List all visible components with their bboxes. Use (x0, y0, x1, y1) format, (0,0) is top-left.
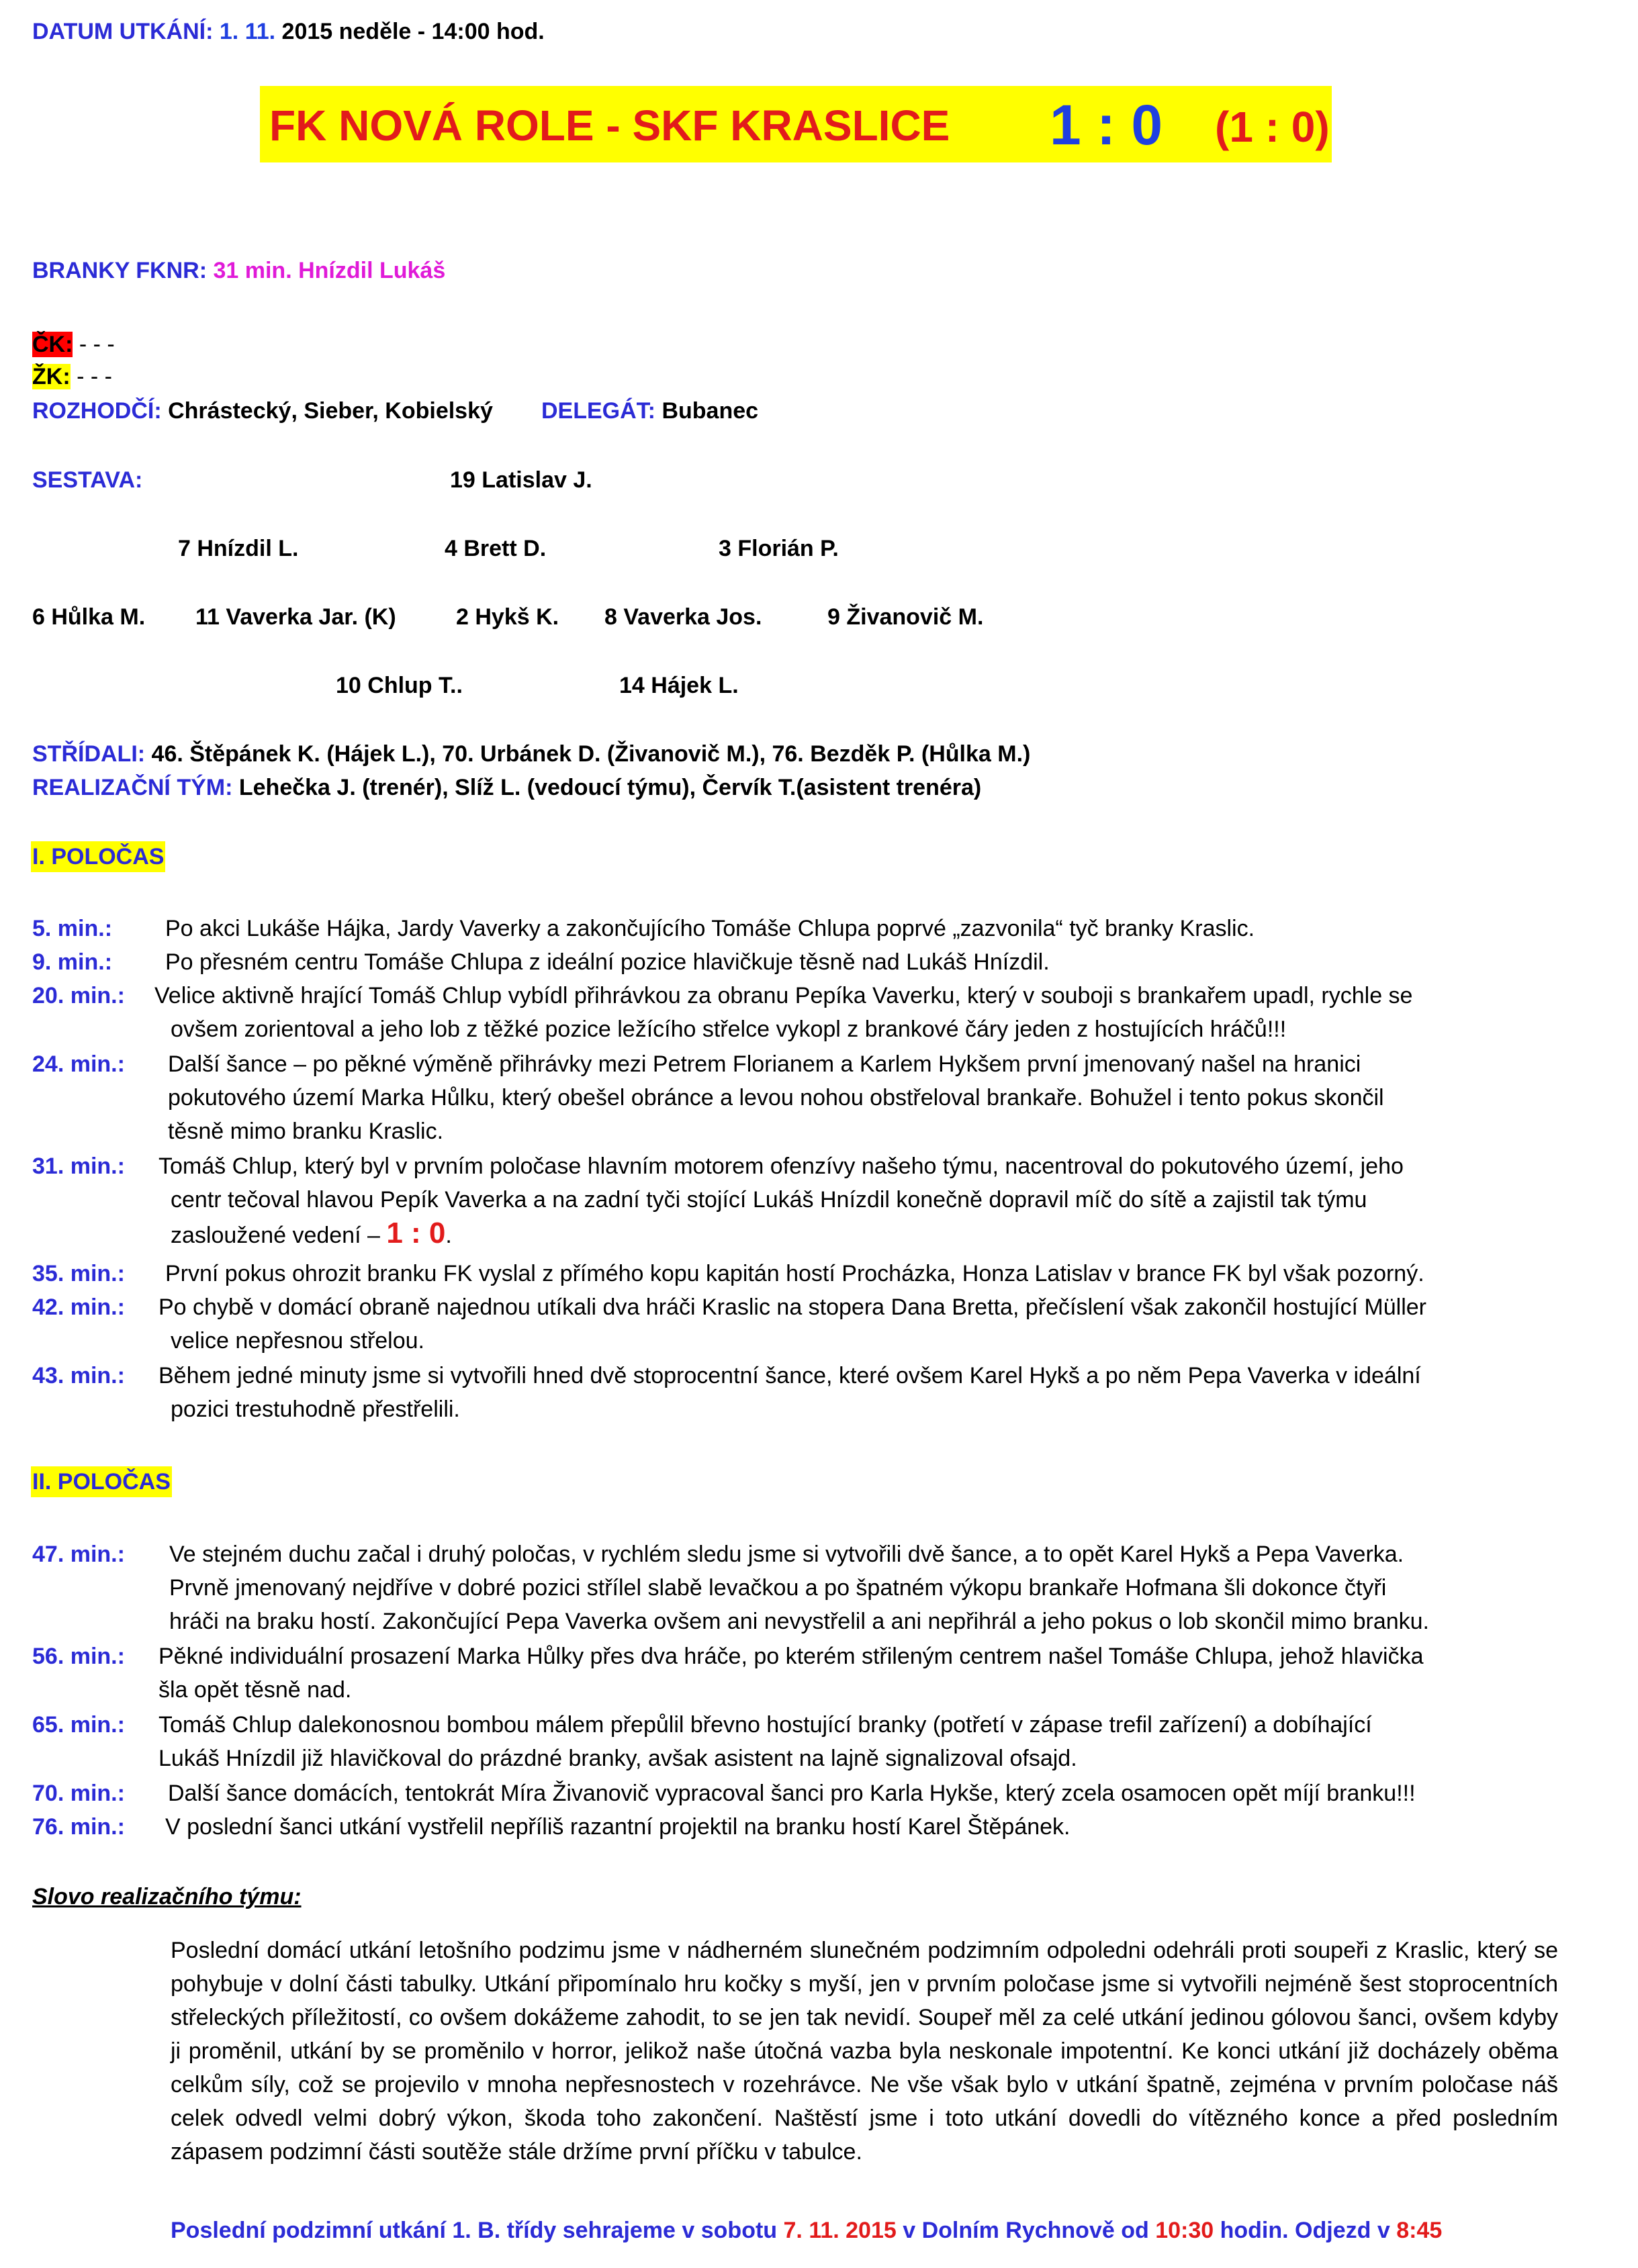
date-label: DATUM UTKÁNÍ: (32, 19, 214, 44)
date-rest: 2015 neděle - 14:00 hod. (281, 19, 545, 44)
team-notes-text: Poslední domácí utkání letošního podzimu jsme v nádherném slunečném podzimním odpoledni odehráli proti soupeři z Kraslic, který se pohybuje v dolní části tabulky. Utkání připomínalo hru kočky s myší, jen v prvním poločase jsme si vytvořili nejméně šest stoprocentních střeleckých příležitostí, co ovšem dokážeme zahodit, to se jen tak nevidí. Soupeř měl za celé utkání jedinou gólovou šanci, ovšem kdyby ji proměnil, utkání by se proměnilo v horror, jelikož naše útočná vazba byla neskonale impotentní. Ke konci utkání již docházely oběma celkům síly, což se projevilo v mnoha nepřesnostech v rozehrávce. Ne vše však bylo v utkání špatně, zejména v prvním poločase náš celek odvedl velmi dobrý výkon, škoda toho zakončení. Naštěstí jsme i toto utkání dovedli do vítězného konce a před posledním zápasem podzimní části soutěže stále držíme první příčku v tabulce. (171, 1938, 1558, 2165)
first-half-heading: I. POLOČAS (31, 841, 165, 872)
footer-text: v Dolním Rychnově od (903, 2218, 1149, 2243)
substitutions-label: STŘÍDALI: (32, 741, 146, 767)
footer-text: hodin. Odjezd v (1220, 2218, 1390, 2243)
event-line: ovšem zorientoval a jeho lob z těžké pozice ležícího střelce vykopl z brankové čáry jeden z hostujících hráčů!!! (171, 1017, 1287, 1042)
departure-time: 8:45 (1396, 2218, 1443, 2243)
delegate-line (541, 397, 758, 425)
yellow-cards-line (32, 363, 112, 391)
event-time: 70. min.: (32, 1781, 125, 1806)
event-time: 76. min.: (32, 1814, 125, 1840)
event-text (158, 1359, 1562, 1426)
goals-line (32, 256, 445, 285)
event-line: Ve stejném duchu začal i druhý poločas, v rychlém sledu jsme si vytvořili dvě šance, a to opět Karel Hykš a Pepa Vaverka. (169, 1542, 1404, 1567)
referees-value: Chrástecký, Sieber, Kobielský (168, 398, 493, 424)
event-line: šla opět těsně nad. (158, 1677, 352, 1703)
event-text (158, 1290, 1562, 1358)
match-teams: FK NOVÁ ROLE - SKF KRASLICE (269, 101, 950, 150)
event-line: pozici trestuhodně přestřelili. (171, 1397, 460, 1422)
event-time: 43. min.: (32, 1363, 125, 1388)
event-line: velice nepřesnou střelou. (171, 1328, 425, 1354)
event-text: Po přesném centru Tomáše Chlupa z ideální pozice hlavičkuje těsně nad Lukáš Hnízdil. (165, 949, 1050, 975)
date-day: 1. 11. (219, 19, 276, 44)
event-line: Prvně jmenovaný nejdříve v dobré pozici střílel slabě levačkou a po špatném výkopu brankaře Hofmana šli dokonce čtyři (169, 1575, 1387, 1601)
event-line: Pěkné individuální prosazení Marka Hůlky přes dva hráče, po kterém střileným centrem našel Tomáše Chlupa, jehož hlavička (158, 1644, 1424, 1669)
goals-label: BRANKY FKNR: (32, 258, 208, 283)
staff-label: REALIZAČNÍ TÝM: (32, 775, 233, 800)
next-match-announcement (171, 2216, 1442, 2245)
event-time: 65. min.: (32, 1712, 125, 1738)
event-line: zasloužené vedení – (171, 1223, 380, 1248)
lineup-forward: 14 Hájek L. (619, 673, 739, 698)
red-cards-value: - - - (73, 332, 115, 357)
referees-label: ROZHODČÍ: (32, 398, 162, 424)
goals-value: 31 min. Hnízdil Lukáš (213, 258, 446, 283)
lineup-defender: 7 Hnízdil L. (178, 536, 299, 561)
event-line: Další šance – po pěkné výměně přihrávky mezi Petrem Florianem a Karlem Hykšem první jmenovaný našel na hranici (168, 1051, 1361, 1077)
event-text: Další šance domácích, tentokrát Míra Živanovič vypracoval šanci pro Karla Hykše, který zcela osamocen opět míjí branku!!! (168, 1781, 1416, 1806)
lineup-goalkeeper: 19 Latislav J. (450, 467, 592, 493)
lineup-midfielder: 8 Vaverka Jos. (604, 604, 762, 630)
event-text (168, 1047, 1562, 1148)
lineup-defender: 4 Brett D. (445, 536, 547, 561)
delegate-value: Bubanec (662, 398, 759, 424)
lineup-midfielder: 11 Vaverka Jar. (K) (195, 604, 396, 630)
event-text (158, 1708, 1562, 1775)
substitutions-value: 46. Štěpánek K. (Hájek L.), 70. Urbánek D. (Živanovič M.), 76. Bezděk P. (Hůlka M.) (151, 741, 1031, 767)
event-time: 5. min.: (32, 916, 113, 941)
staff-value: Lehečka J. (trenér), Slíž L. (vedoucí týmu), Červík T.(asistent trenéra) (238, 775, 982, 800)
match-date-line (32, 17, 545, 46)
event-line: těsně mimo branku Kraslic. (168, 1119, 444, 1144)
red-cards-line (32, 330, 115, 359)
lineup-midfielder: 6 Hůlka M. (32, 604, 146, 630)
lineup-label: SESTAVA: (32, 467, 143, 493)
event-time: 56. min.: (32, 1644, 125, 1669)
event-time: 35. min.: (32, 1261, 125, 1286)
footer-text: Poslední podzimní utkání 1. B. třídy sehrajeme v sobotu (171, 2218, 778, 2243)
event-line: Lukáš Hnízdil již hlavičkoval do prázdné branky, avšak asistent na lajně signalizoval ofsajd. (158, 1746, 1077, 1771)
second-half-heading: II. POLOČAS (31, 1466, 172, 1497)
event-line: hráči na braku hostí. Zakončující Pepa Vaverka ovšem ani nevystřelil a ani nepřihrál a jeho pokus o lob skončil mimo branku. (169, 1609, 1429, 1634)
event-time: 47. min.: (32, 1542, 125, 1567)
event-time: 9. min.: (32, 949, 113, 975)
event-text: V poslední šanci utkání vystřelil nepříliš razantní projektil na branku hostí Karel Štěpánek. (165, 1814, 1071, 1840)
event-line: Tomáš Chlup dalekonosnou bombou málem přepůlil břevno hostující branky (potřetí v zápase trefil zařízení) a dobíhající (158, 1712, 1372, 1738)
event-time: 42. min.: (32, 1294, 125, 1320)
event-text: Tomáš Chlup, který byl v prvním poločase hlavním motorem ofenzívy našeho týmu, nacentroval do pokutového území, jeho centr tečoval hlavou Pepík Vaverka a na zadní tyči stojící Lukáš Hnízdil konečně dopravil míč do sítě a zajistil tak týmu zasloužené vedení – 1 : 0. (158, 1149, 1562, 1252)
lineup-midfielder: 2 Hykš K. (456, 604, 559, 630)
next-match-date: 7. 11. 2015 (783, 2218, 897, 2243)
event-text: Po akci Lukáše Hájka, Jardy Vaverky a zakončujícího Tomáše Chlupa poprvé „zazvonila“ tyč branky Kraslic. (165, 916, 1255, 941)
event-text (158, 1640, 1562, 1707)
red-cards-label: ČK: (32, 332, 73, 357)
event-time: 31. min.: (32, 1153, 125, 1179)
event-line: Po chybě v domácí obraně najednou utíkali dva hráči Kraslic na stopera Dana Bretta, přečíslení však zakončil hostující Müller (158, 1294, 1426, 1320)
referees-line (32, 397, 493, 425)
event-text (169, 1538, 1562, 1638)
event-line: pokutového území Marka Hůlku, který obešel obránce a levou nohou obstřeloval brankaře. Bohužel i tento pokus skončil (168, 1085, 1384, 1111)
final-score: 1 : 0 (1050, 93, 1163, 156)
yellow-cards-label: ŽK: (32, 364, 71, 389)
delegate-label: DELEGÁT: (541, 398, 655, 424)
lineup-forward: 10 Chlup T.. (336, 673, 463, 698)
event-text (154, 979, 1562, 1046)
lineup-midfielder: 9 Živanovič M. (827, 604, 984, 630)
event-time: 20. min.: (32, 983, 125, 1008)
event-line: centr tečoval hlavou Pepík Vaverka a na zadní tyči stojící Lukáš Hnízdil konečně dopravil míč do sítě a zajistil tak týmu (171, 1187, 1367, 1213)
event-text: První pokus ohrozit branku FK vyslal z přímého kopu kapitán hostí Procházka, Honza Latislav v brance FK byl však pozorný. (165, 1261, 1424, 1286)
next-match-time: 10:30 (1155, 2218, 1214, 2243)
team-notes-heading: Slovo realizačního týmu: (32, 1884, 302, 1909)
event-line: Tomáš Chlup, který byl v prvním poločase hlavním motorem ofenzívy našeho týmu, nacentroval do pokutového území, jeho (158, 1153, 1404, 1179)
event-line: Velice aktivně hrající Tomáš Chlup vybídl přihrávkou za obranu Pepíka Vaverku, který v souboji s brankařem upadl, rychle se (154, 983, 1413, 1008)
yellow-cards-value: - - - (70, 364, 112, 389)
event-line: Během jedné minuty jsme si vytvořili hned dvě stoprocentní šance, které ovšem Karel Hykš a po něm Pepa Vaverka v ideální (158, 1363, 1421, 1388)
lineup-defender: 3 Florián P. (719, 536, 839, 561)
staff-line (32, 773, 981, 802)
inline-score: 1 : 0 (386, 1217, 446, 1249)
match-title-banner (260, 86, 1332, 162)
substitutions-line (32, 740, 1030, 768)
halftime-score: (1 : 0) (1215, 103, 1330, 151)
event-time: 24. min.: (32, 1051, 125, 1077)
